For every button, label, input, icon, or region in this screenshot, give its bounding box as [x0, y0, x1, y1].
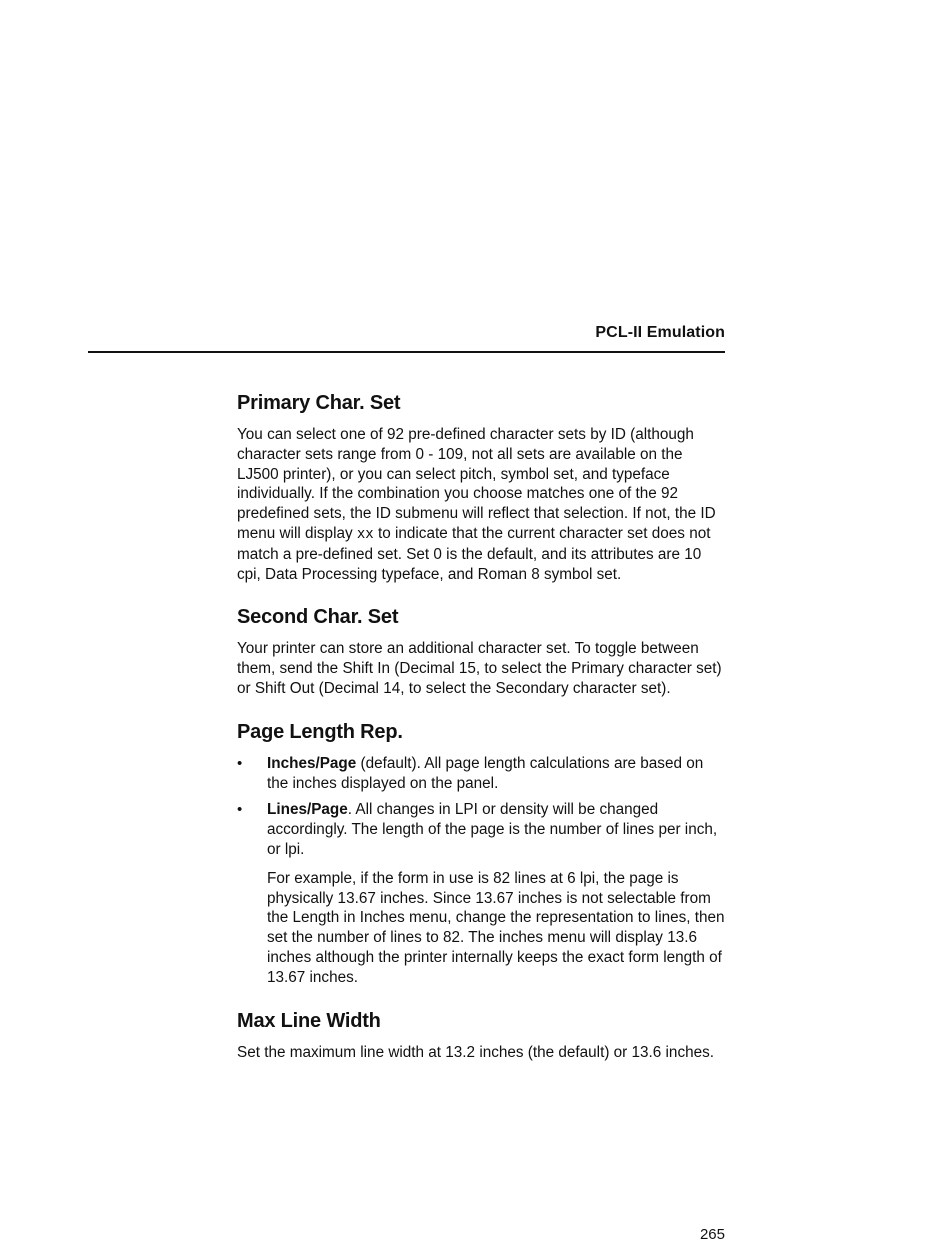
desc-inches-page: (default). All page length calculations are based on the inches displayed on the panel. — [267, 754, 704, 792]
paragraph-page-length-example: For example, if the form in use is 82 lines at 6 lpi, the page is physically 13.67 inches. Since 13.67 inches is not selectable from the Length in Inches menu, change the representation to lines, then set the number of lines to 82. The inches menu will display 13.6 inches although the printer internally keeps the exact form length of 13.67 inches. — [267, 869, 725, 986]
page-length-options-list — [237, 754, 727, 860]
running-header-title: PCL-II Emulation — [595, 324, 725, 341]
section-primary-char-set — [237, 390, 727, 584]
list-item-lines-page — [237, 800, 727, 859]
paragraph-second-char-set: Your printer can store an additional character set. To toggle between them, send the Shift In (Decimal 15, to select the Primary character set) or Shift Out (Decimal 14, to select the Secondary character set). — [237, 640, 722, 697]
desc-lines-page: . All changes in LPI or density will be changed accordingly. The length of the page is the number of lines per inch, or lpi. — [267, 801, 718, 858]
page-body — [237, 390, 727, 1082]
page-number: 265 — [699, 1226, 725, 1243]
paragraph-max-line-width: Set the maximum line width at 13.2 inches (the default) or 13.6 inches. — [237, 1043, 715, 1061]
term-lines-page: Lines/Page — [267, 801, 348, 819]
term-inches-page: Inches/Page — [267, 754, 357, 772]
section-page-length-rep — [237, 719, 727, 988]
heading-primary-char-set: Primary Char. Set — [237, 392, 401, 414]
heading-second-char-set: Second Char. Set — [237, 606, 399, 629]
running-header — [88, 322, 725, 353]
section-second-char-set — [237, 604, 727, 698]
heading-page-length-rep: Page Length Rep. — [237, 720, 403, 743]
list-item-inches-page — [237, 754, 727, 794]
code-xx: xx — [356, 525, 374, 542]
bullet-icon: • — [237, 754, 243, 772]
primary-text-before-code: You can select one of 92 pre-defined character sets by ID (although character sets range from 0 - 109, not all sets are available on the LJ500 printer), or you can select pitch, symbol set, and typeface individually. If the combination you choose matches one of the 92 predefined sets, the ID submenu will reflect that selection. If not, the ID menu will display — [237, 426, 716, 542]
section-max-line-width — [237, 1008, 727, 1063]
primary-text-after-code: to indicate that the current character set does not match a pre-defined set. Set 0 is the default, and its attributes are 10 cpi, Data Processing typeface, and Roman 8 symbol set. — [237, 524, 711, 583]
heading-max-line-width: Max Line Width — [237, 1009, 381, 1032]
paragraph-primary-char-set — [237, 425, 727, 584]
bullet-icon: • — [237, 801, 243, 819]
